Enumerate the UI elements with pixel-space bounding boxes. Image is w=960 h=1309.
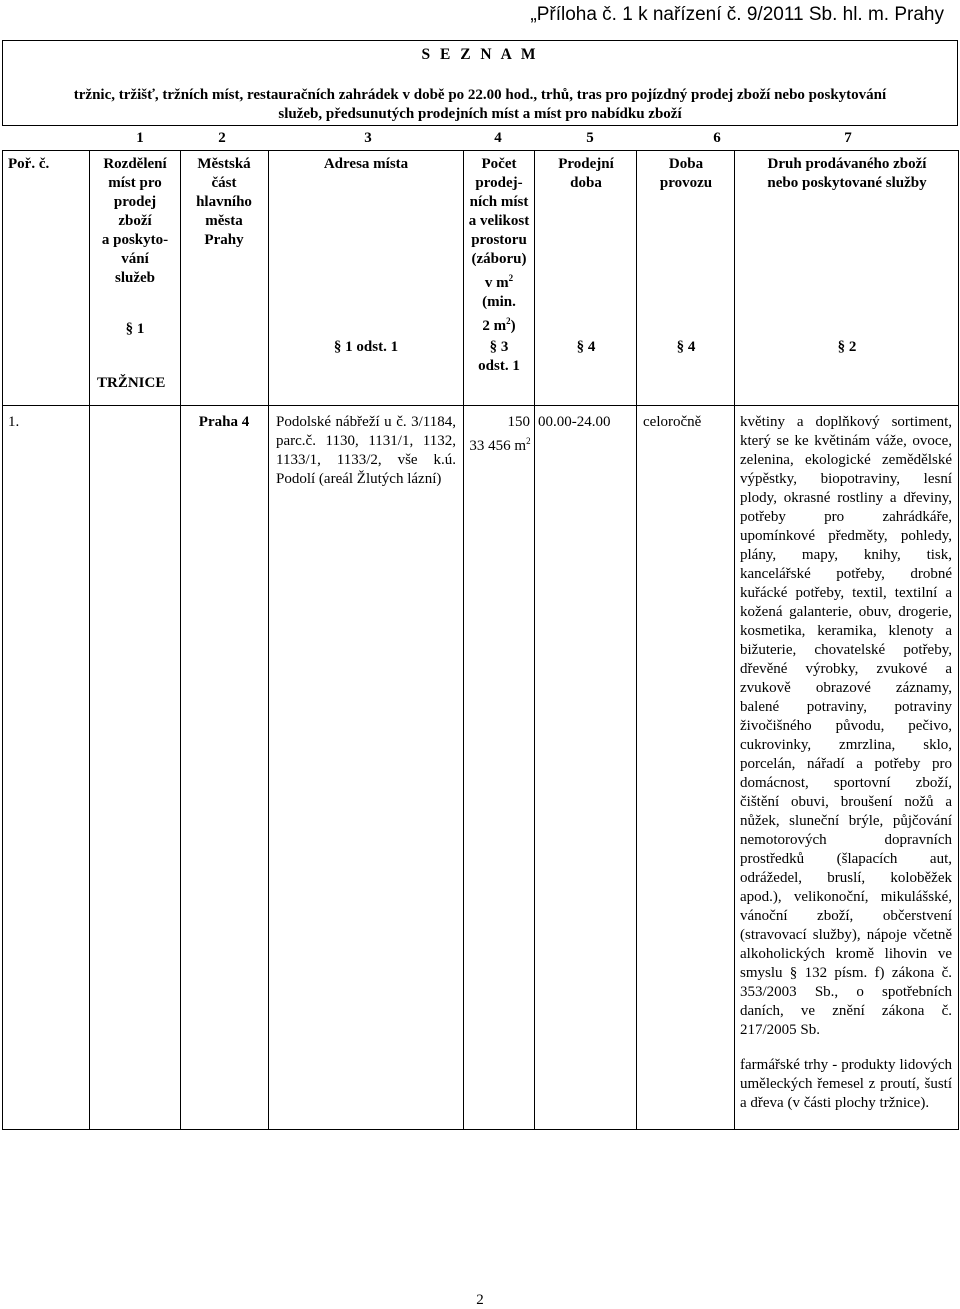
column-divider xyxy=(268,150,269,1130)
column-number: 1 xyxy=(136,130,144,146)
ref-adresa: § 1 odst. 1 xyxy=(333,339,399,355)
ref-doba-provozu: § 4 xyxy=(676,339,696,355)
section-label: TRŽNICE xyxy=(97,375,166,391)
header-rozdeleni: Rozdělení míst pro prodej zboží a poskyto- vání služeb xyxy=(101,156,169,286)
column-divider xyxy=(734,150,735,1130)
column-number: 7 xyxy=(844,130,852,146)
column-number: 6 xyxy=(713,130,721,146)
column-divider xyxy=(180,150,181,1130)
column-number: 5 xyxy=(586,130,594,146)
column-number: 4 xyxy=(494,130,502,146)
column-number: 3 xyxy=(364,130,372,146)
column-divider xyxy=(534,150,535,1130)
column-divider xyxy=(89,150,90,1130)
row-area: 33 456 $m^2$ xyxy=(469,436,531,454)
title-box xyxy=(2,40,958,126)
header-poradi: Poř. č. xyxy=(8,156,50,172)
row-operation: celoročně xyxy=(643,414,702,430)
header-adresa: Adresa místa xyxy=(323,156,409,172)
header-druh: Druh prodávaného zboží nebo poskytované služby xyxy=(767,156,927,191)
subtitle-line-1: tržnic, tržišť, tržních míst, restauračních zahrádek v době po 22.00 hod., trhů, tras pro pojízdný prodej zboží nebo poskytování xyxy=(73,87,887,103)
appendix-label: „Příloha č. 1 k nařízení č. 9/2011 Sb. hl. m. Prahy xyxy=(530,4,944,25)
column-number: 2 xyxy=(218,130,226,146)
document-title: S E Z N A M xyxy=(421,46,539,63)
ref-rozdeleni: § 1 xyxy=(125,321,145,337)
subtitle-line-2: služeb, předsunutých prodejních míst a míst pro nabídku zboží xyxy=(278,106,682,122)
column-divider xyxy=(636,150,637,1130)
header-prodejni-doba: Prodejní doba xyxy=(558,156,614,191)
ref-pocet: § 3 odst. 1 xyxy=(478,339,520,374)
ref-prodejni-doba: § 4 xyxy=(576,339,596,355)
header-mestska-cast: Městská část hlavního města Prahy xyxy=(196,156,252,248)
ref-druh: § 2 xyxy=(837,339,857,355)
row-goods: květiny a doplňkový sortiment, který se ke květinám váže, ovoce, zelenina, ekologické zemědělské výpěstky, biopotraviny, lesní plody, okrasné rostliny a dřeviny, potřeby pro zahrádkáře, upomínkové předměty, pohledy, plány, mapy, knihy, tisk, kancelářské potřeby, drobné kuřácké potřeby, textil, textilní a kožená galanterie, obuv, drogerie, kosmetika, keramika, klenoty a bižuterie, chovatelské potřeby, dřevěné výrobky, zvukové a zvukově obrazové záznamy, balené potraviny, potraviny živočišného původu, pečivo, cukrovinky, zmrzlina, sklo, porcelán, nářadí a potřeby pro domácnost, sportovní zboží, čištění obuvi, broušení nožů a nůžek, sluneční brýle, půjčování nemotorových dopravních prostředků (šlapacích aut, odrážedel, bruslí, koloběžek apod.), velikonoční, mikulášské, vánoční zboží, občerstvení (stravovací služby), nápoje včetně alkoholických kromě lihovin ve smyslu § 132 písm. f) zákona č. 353/2003 Sb., o spotřebních daních, ve znění zákona č. 217/2005 Sb. xyxy=(740,414,952,1038)
row-count: 150 xyxy=(507,414,530,430)
header-divider xyxy=(2,405,959,406)
page-number: 2 xyxy=(476,1292,484,1308)
column-divider xyxy=(463,150,464,1130)
row-address: Podolské nábřeží u č. 3/1184, parc.č. 1130, 1131/1, 1132, 1133/1, 1133/2, vše k.ú. Podolí (areál Žlutých lázní) xyxy=(276,414,456,487)
header-pocet: Počet prodej- ních míst a velikost prostoru (záboru) v $m^2$ (min. 2 $m^2$) xyxy=(468,156,530,334)
row-district: Praha 4 xyxy=(198,414,250,430)
row-goods-farmers: farmářské trhy - produkty lidových uměleckých řemesel z proutí, šustí a dřeva (v části plochy tržnice). xyxy=(740,1057,952,1111)
document-subtitle xyxy=(3,86,957,124)
header-doba-provozu: Doba provozu xyxy=(659,156,713,191)
row-hours: 00.00-24.00 xyxy=(538,414,611,430)
row-number: 1. xyxy=(8,414,20,430)
